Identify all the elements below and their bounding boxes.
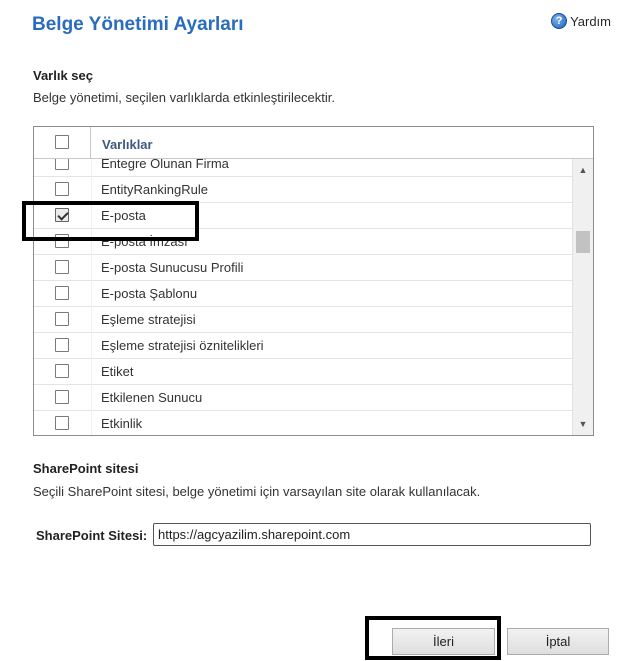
row-checkbox[interactable] <box>55 260 69 274</box>
sharepoint-section-description: Seçili SharePoint sitesi, belge yönetimi için varsayılan site olarak kullanılacak. <box>33 484 481 499</box>
row-divider <box>91 333 92 359</box>
scroll-down-icon[interactable]: ▼ <box>578 419 588 429</box>
table-row[interactable] <box>34 333 572 359</box>
help-icon: ? <box>551 13 567 29</box>
help-label: Yardım <box>570 13 611 29</box>
grid-rows <box>34 159 572 435</box>
row-label: Etiket <box>101 364 134 379</box>
entity-section-description: Belge yönetimi, seçilen varlıklarda etkinleştirilecektir. <box>33 90 336 105</box>
row-divider <box>91 203 92 229</box>
select-all-checkbox[interactable] <box>55 135 69 149</box>
cancel-button[interactable]: İptal <box>507 628 609 655</box>
column-header-varliklar[interactable]: Varlıklar <box>102 137 153 152</box>
table-row[interactable] <box>34 359 572 385</box>
help-link[interactable] <box>551 13 611 29</box>
grid-header <box>34 127 593 159</box>
row-label: Eşleme stratejisi öznitelikleri <box>101 338 264 353</box>
row-checkbox[interactable] <box>55 364 69 378</box>
row-divider <box>91 281 92 307</box>
entity-section-heading: Varlık seç <box>33 68 93 83</box>
grid-scrollbar[interactable] <box>572 159 593 435</box>
next-button[interactable]: İleri <box>392 628 495 655</box>
table-row[interactable] <box>34 411 572 435</box>
row-label: Etkilenen Sunucu <box>101 390 203 405</box>
row-divider <box>91 385 92 411</box>
table-row[interactable] <box>34 385 572 411</box>
sharepoint-section-heading: SharePoint sitesi <box>33 461 139 476</box>
row-label: E-posta Şablonu <box>101 286 198 301</box>
row-label: E-posta <box>101 208 146 223</box>
row-divider <box>91 359 92 385</box>
scroll-thumb[interactable] <box>576 231 590 253</box>
row-label: Etkinlik <box>101 416 143 431</box>
row-divider <box>91 411 92 435</box>
row-checkbox[interactable] <box>55 234 69 248</box>
row-divider <box>91 229 92 255</box>
table-row[interactable] <box>34 203 572 229</box>
row-divider <box>91 159 92 177</box>
table-row[interactable] <box>34 229 572 255</box>
row-checkbox[interactable] <box>55 182 69 196</box>
row-checkbox[interactable] <box>55 338 69 352</box>
row-divider <box>91 255 92 281</box>
page-title: Belge Yönetimi Ayarları <box>32 14 244 35</box>
table-row[interactable] <box>34 159 572 177</box>
row-divider <box>91 307 92 333</box>
row-checkbox[interactable] <box>55 390 69 404</box>
sharepoint-field-row <box>33 523 591 546</box>
entity-grid <box>33 126 594 436</box>
row-label: Eşleme stratejisi <box>101 312 196 327</box>
table-row[interactable] <box>34 281 572 307</box>
row-label: E-posta İmzası <box>101 234 188 249</box>
sharepoint-url-input[interactable] <box>153 523 591 546</box>
row-divider <box>91 177 92 203</box>
row-label: E-posta Sunucusu Profili <box>101 260 244 275</box>
table-row[interactable] <box>34 307 572 333</box>
row-label: EntityRankingRule <box>101 182 208 197</box>
select-all-cell <box>34 127 91 159</box>
sharepoint-field-label: SharePoint Sitesi: <box>36 528 148 543</box>
row-checkbox[interactable] <box>55 208 69 222</box>
row-checkbox[interactable] <box>55 159 69 170</box>
table-row[interactable] <box>34 177 572 203</box>
row-label: Entegre Olunan Firma <box>101 159 229 171</box>
row-checkbox[interactable] <box>55 286 69 300</box>
row-checkbox[interactable] <box>55 416 69 430</box>
scroll-up-icon[interactable]: ▲ <box>578 165 588 175</box>
table-row[interactable] <box>34 255 572 281</box>
row-checkbox[interactable] <box>55 312 69 326</box>
